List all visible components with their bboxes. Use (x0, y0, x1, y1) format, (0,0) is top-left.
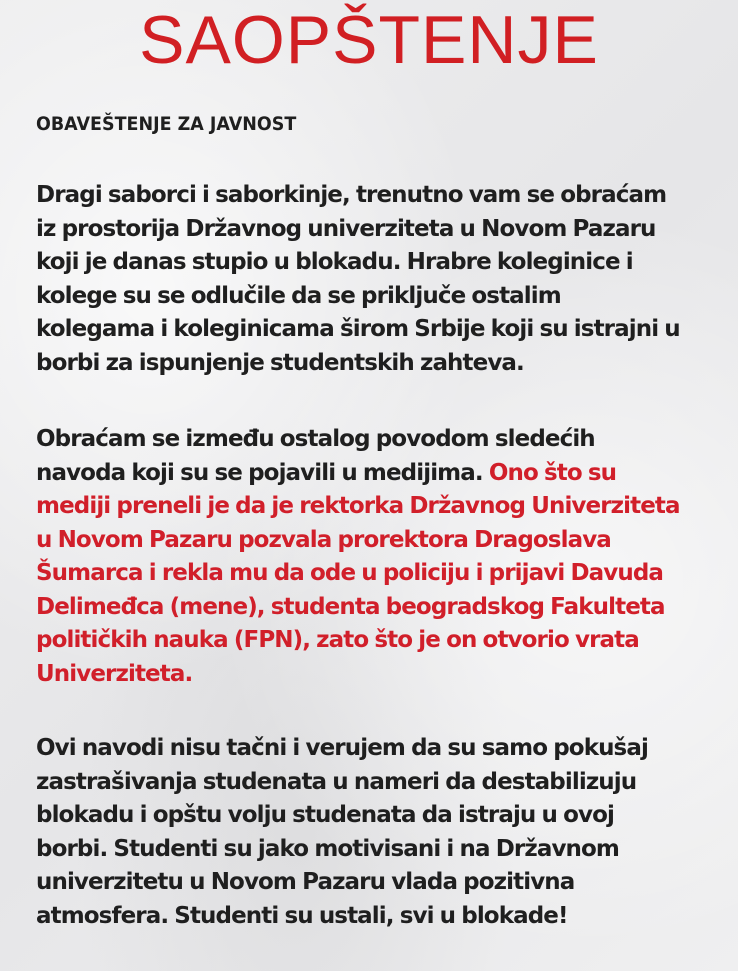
page-title: SAOPŠTENJE (139, 2, 599, 78)
text-line: Obraćam se između ostalog povodom sledećih (36, 426, 595, 452)
subtitle: OBAVEŠTENJE ZA JAVNOST (36, 113, 297, 135)
text-line: borbi. Studenti su jako motivisani i na Državnom (36, 835, 619, 862)
highlighted-text-line: mediji preneli je da je rektorka Državnog Univerziteta (36, 493, 680, 519)
paragraph-conclusion (36, 732, 736, 933)
text-line: zastrašivanja studenata u nameri da destabilizuju (36, 768, 637, 795)
highlighted-text-line: Univerziteta. (36, 660, 193, 687)
text-line: blokadu i opštu volju studenata da istraju u ovoj (36, 802, 614, 828)
text-line-mixed (36, 457, 736, 491)
text-line: kolegama i koleginicama širom Srbije koji su istrajni u (36, 316, 680, 342)
text-line: univerzitetu u Novom Pazaru vlada pozitivna (36, 869, 575, 895)
text-line: borbi za ispunjenje studentskih zahteva. (36, 349, 524, 376)
text-line: kolege su se odlučile da se priključe ostalim (36, 282, 561, 309)
highlighted-text-segment: Ono što su (488, 459, 617, 486)
text-line: koji je danas stupio u blokadu. Hrabre koleginice i (36, 249, 633, 275)
text-line: atmosfera. Studenti su ustali, svi u blokade! (36, 902, 568, 929)
text-line: Ovi navodi nisu tačni i verujem da su samo pokušaj (36, 735, 648, 761)
text-line: Dragi saborci i saborkinje, trenutno vam se obraćam (36, 182, 667, 208)
highlighted-text-line: u Novom Pazaru pozvala prorektora Dragoslava (36, 526, 611, 553)
highlighted-text-line: političkih nauka (FPN), zato što je on otvorio vrata (36, 627, 639, 653)
paragraph-media-claims (36, 423, 736, 691)
highlighted-text-line: Šumarca i rekla mu da ode u policiju i prijavi Davuda (36, 560, 664, 586)
highlighted-text-line: Delimeđca (mene), studenta beogradskog Fakulteta (36, 593, 665, 620)
text-segment: navoda koji su se pojavili u medijima. (36, 459, 489, 486)
text-line: iz prostorija Državnog univerziteta u Novom Pazaru (36, 215, 656, 242)
paragraph-intro (36, 179, 736, 380)
